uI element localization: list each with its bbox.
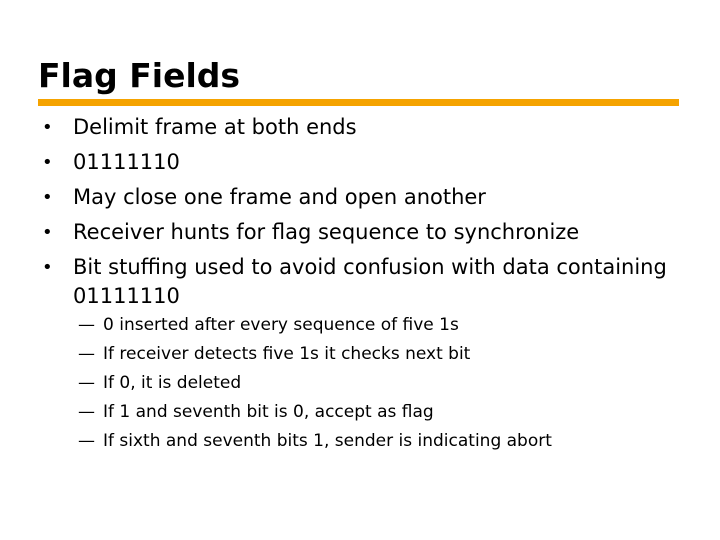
sub-bullet-text: If sixth and seventh bits 1, sender is indicating abort	[103, 431, 552, 451]
sub-bullet-item	[78, 401, 552, 423]
sub-bullet-text: If receiver detects five 1s it checks next bit	[103, 344, 471, 364]
bullet-marker: •	[42, 222, 53, 243]
bullet-item	[38, 148, 688, 177]
bullet-item	[38, 113, 688, 142]
bullet-marker: •	[42, 257, 53, 278]
bullet-text: Receiver hunts for flag sequence to synchronize	[73, 220, 580, 244]
sub-bullet-text: If 1 and seventh bit is 0, accept as flag	[103, 402, 434, 422]
sub-bullet-marker: —	[78, 344, 95, 364]
bullet-marker: •	[42, 152, 53, 173]
sub-bullet-item	[78, 314, 552, 336]
sub-bullet-marker: —	[78, 373, 95, 393]
sub-bullet-item	[78, 343, 552, 365]
bullet-list	[38, 113, 688, 317]
bullet-marker: •	[42, 117, 53, 138]
slide-title: Flag Fields	[38, 56, 241, 95]
sub-bullet-marker: —	[78, 431, 95, 451]
bullet-text: 01111110	[73, 150, 180, 174]
bullet-item	[38, 183, 688, 212]
bullet-marker: •	[42, 187, 53, 208]
sub-bullet-item	[78, 372, 552, 394]
sub-bullet-item	[78, 430, 552, 452]
bullet-item	[38, 253, 688, 311]
bullet-text: Bit stuffing used to avoid confusion with data containing 01111110	[73, 255, 667, 308]
sub-bullet-marker: —	[78, 315, 95, 335]
bullet-item	[38, 218, 688, 247]
sub-bullet-text: If 0, it is deleted	[103, 373, 242, 393]
sub-bullet-marker: —	[78, 402, 95, 422]
sub-bullet-list	[78, 314, 552, 459]
title-underline	[38, 99, 679, 106]
sub-bullet-text: 0 inserted after every sequence of five 1s	[103, 315, 459, 335]
bullet-text: Delimit frame at both ends	[73, 115, 357, 139]
bullet-text: May close one frame and open another	[73, 185, 486, 209]
